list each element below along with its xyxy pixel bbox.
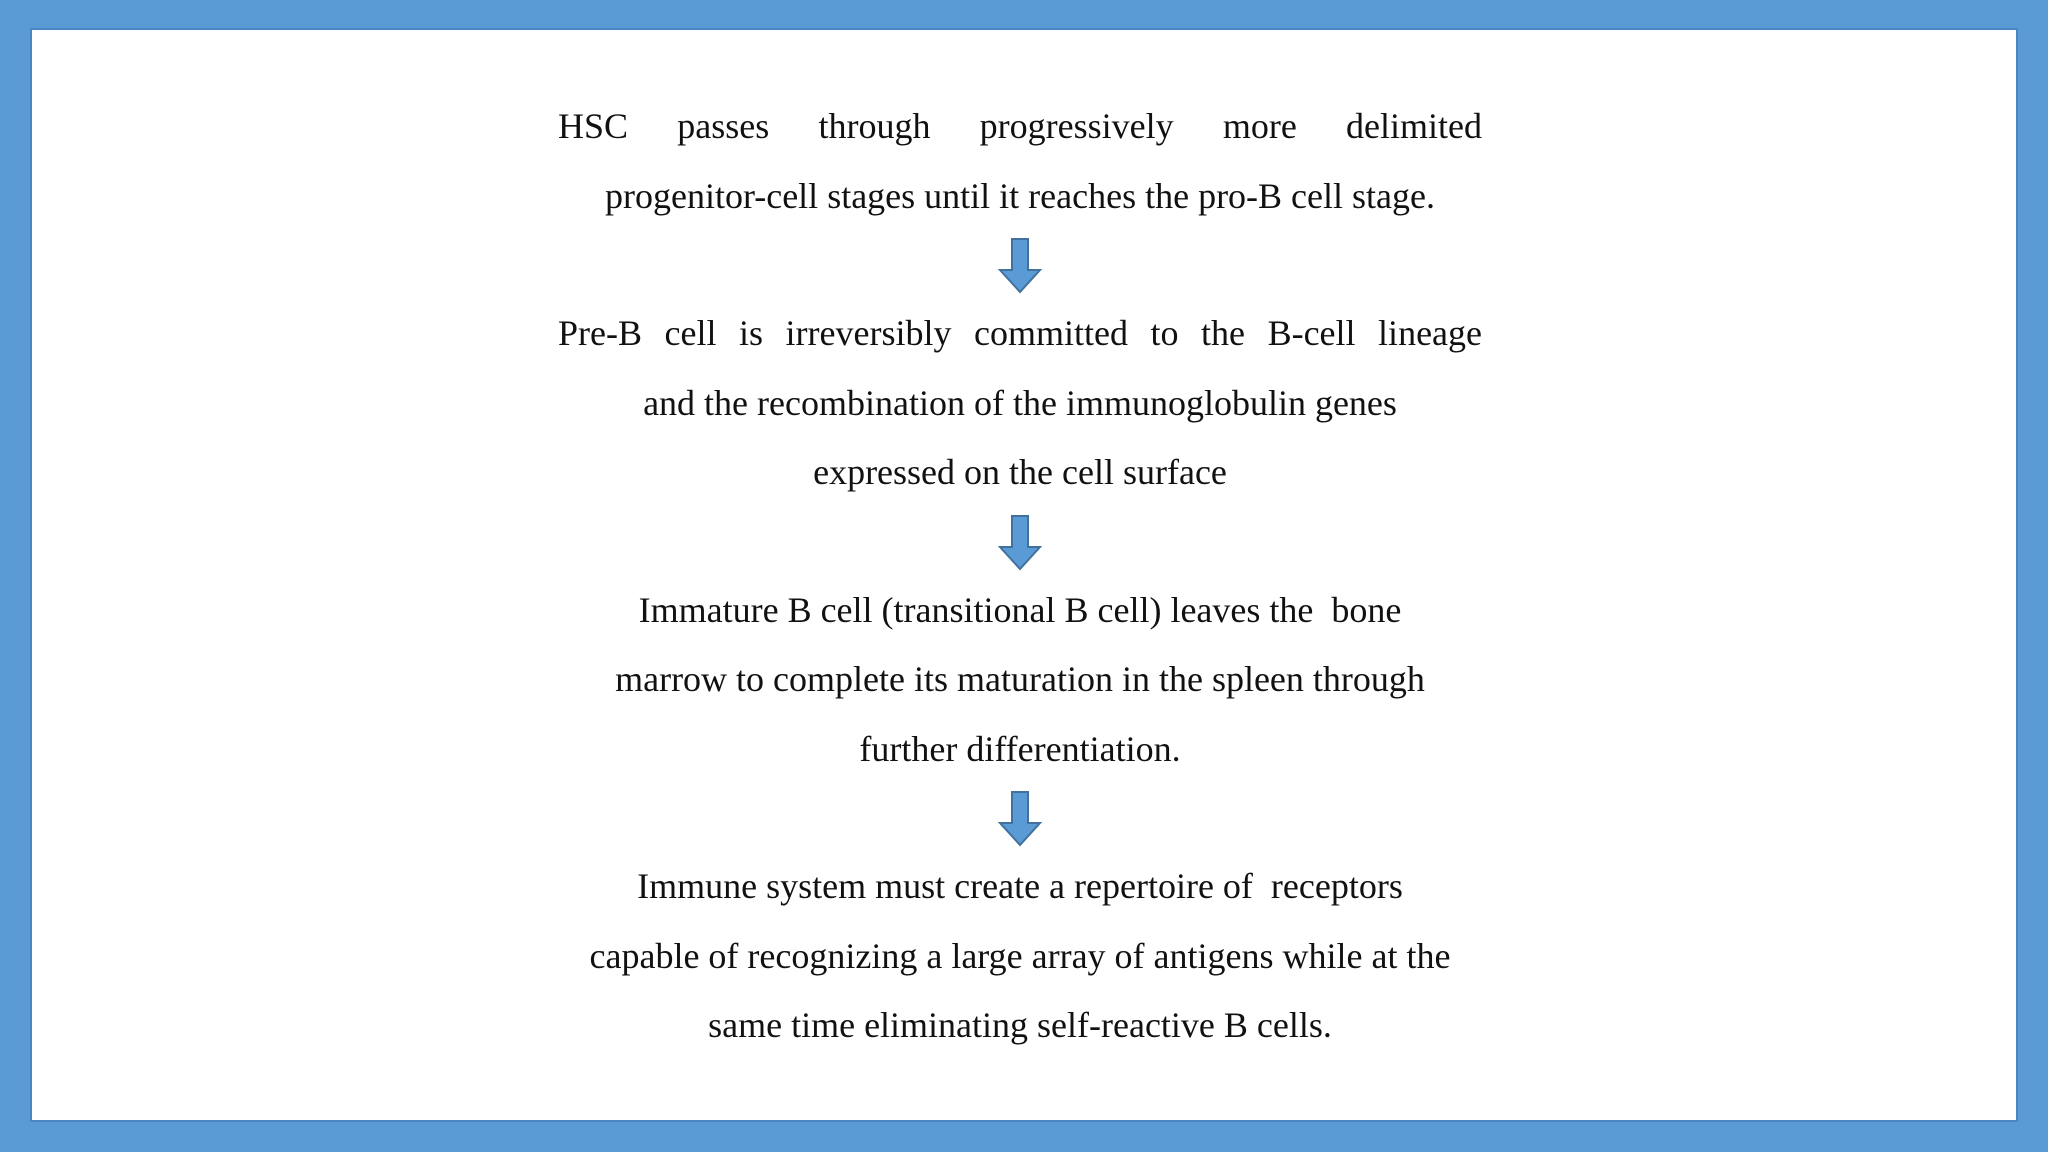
step-line: Pre-B cell is irreversibly committed to the B-cell lineage xyxy=(558,313,1482,353)
step-line: and the recombination of the immunoglobulin genes xyxy=(643,382,1397,423)
down-arrow-icon xyxy=(558,514,1482,572)
step-immature-b-cell xyxy=(558,576,1482,785)
flowchart xyxy=(558,92,1482,1061)
down-arrow-icon xyxy=(558,790,1482,848)
step-line: further differentiation. xyxy=(859,728,1181,769)
step-line: same time eliminating self-reactive B cells. xyxy=(708,1005,1332,1045)
step-immune-repertoire xyxy=(558,852,1482,1061)
step-line: expressed on the cell surface xyxy=(813,452,1227,492)
step-line: HSC passes through progressively more delimited xyxy=(558,106,1482,146)
step-line: Immune system must create a repertoire of receptors xyxy=(637,866,1403,906)
step-pre-b-cell xyxy=(558,299,1482,508)
down-arrow-icon xyxy=(558,237,1482,295)
step-line: Immature B cell (transitional B cell) leaves the bone xyxy=(638,589,1402,630)
step-hsc xyxy=(558,92,1482,231)
slide-canvas xyxy=(30,28,2018,1122)
step-line: progenitor-cell stages until it reaches the pro-B cell stage. xyxy=(605,175,1435,216)
step-line: marrow to complete its maturation in the spleen through xyxy=(615,659,1425,699)
step-line: capable of recognizing a large array of antigens while at the xyxy=(589,935,1451,976)
